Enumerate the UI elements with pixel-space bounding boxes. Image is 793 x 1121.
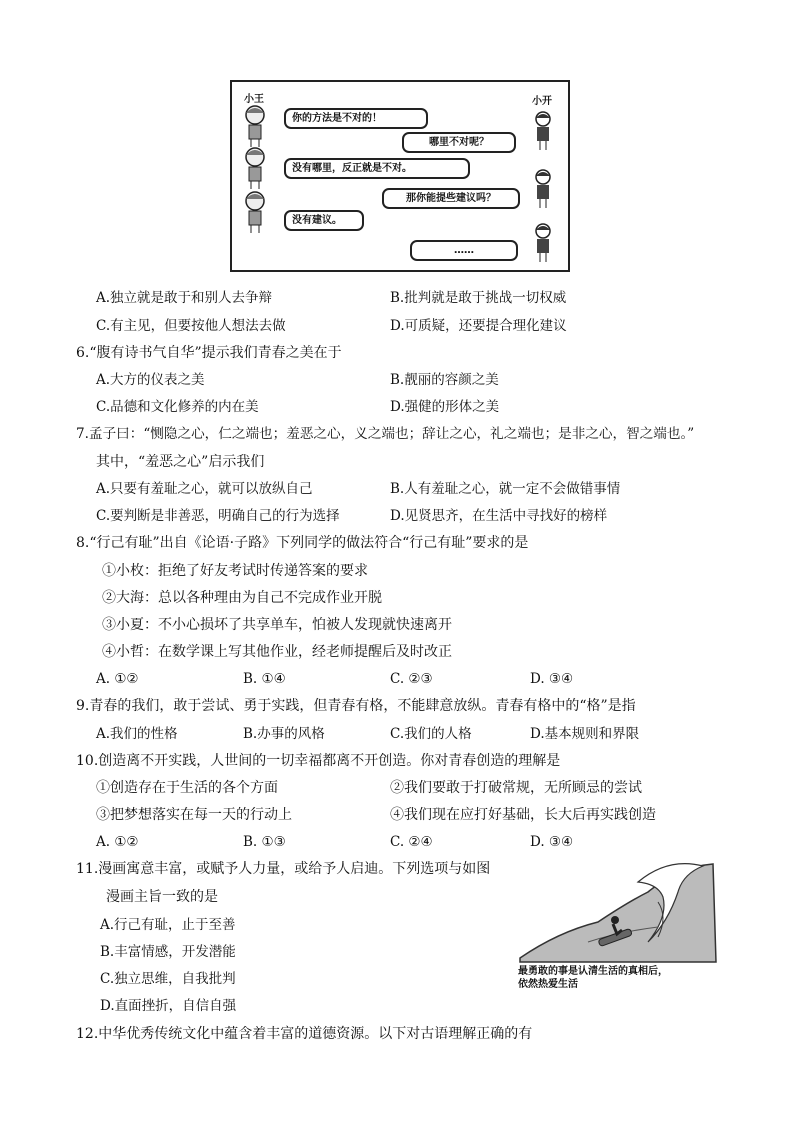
q5-option-c: C.有主见，但要按他人想法去做 xyxy=(96,318,286,334)
q11-option-d: D.直面挫折，自信自强 xyxy=(100,998,237,1014)
q7-option-a: A.只要有羞耻之心，就可以放纵自己 xyxy=(96,481,313,497)
chat-bubble: 哪里不对呢？ xyxy=(402,132,516,153)
q8-item-2: ②大海：总以各种理由为自己不完成作业开脱 xyxy=(102,590,382,606)
q8-option-b: B. ①④ xyxy=(243,671,286,687)
q8-item-4: ④小哲：在数学课上写其他作业，经老师提醒后及时改正 xyxy=(102,644,452,660)
q10-option-b: B. ①③ xyxy=(243,834,286,850)
xiaowang-avatar xyxy=(242,146,268,190)
q8-option-c: C. ②③ xyxy=(390,671,433,687)
q6-option-a: A.大方的仪表之美 xyxy=(96,372,205,388)
q10-item-2: ②我们要敢于打破常规，无所顾忌的尝试 xyxy=(390,780,642,796)
q8-item-1: ①小枚：拒绝了好友考试时传递答案的要求 xyxy=(102,563,368,579)
q5-option-a: A.独立就是敢于和别人去争辩 xyxy=(96,290,273,306)
q10-option-c: C. ②④ xyxy=(390,834,433,850)
q11-option-c: C.独立思维，自我批判 xyxy=(100,971,236,987)
xiaowang-avatar xyxy=(242,190,268,234)
xiaowang-avatar xyxy=(242,104,268,148)
q8-option-a: A. ①② xyxy=(96,671,139,687)
q9-option-b: B.办事的风格 xyxy=(243,726,325,742)
q9-stem: 9.青春的我们，敢于尝试、勇于实践，但青春有格，不能肆意放纵。青春有格中的“格”是指 xyxy=(76,698,636,714)
left-character-name: 小王 xyxy=(244,94,264,105)
q10-item-1: ①创造存在于生活的各个方面 xyxy=(96,780,278,796)
q8-stem: 8.“行己有耻”出自《论语·子路》下列同学的做法符合“行己有耻”要求的是 xyxy=(76,535,529,551)
q6-option-c: C.品德和文化修养的内在美 xyxy=(96,399,259,415)
q10-item-3: ③把梦想落实在每一天的行动上 xyxy=(96,807,292,823)
q6-stem: 6.“腹有诗书气自华”提示我们青春之美在于 xyxy=(76,345,342,361)
chat-bubble: 没有建议。 xyxy=(284,210,364,231)
chat-comic-figure xyxy=(230,80,570,272)
xiaokai-avatar xyxy=(532,110,554,154)
q7-stem: 7.孟子曰：“恻隐之心，仁之端也；羞恶之心，义之端也；辞让之心，礼之端也；是非之心，智之端也。” xyxy=(76,426,695,442)
q8-option-d: D. ③④ xyxy=(530,671,574,687)
q11-option-a: A.行己有耻，止于至善 xyxy=(100,917,236,933)
chat-bubble: …… xyxy=(410,240,518,261)
chat-bubble: 你的方法是不对的！ xyxy=(284,108,428,129)
q11-stem-continued: 漫画主旨一致的是 xyxy=(106,889,218,905)
q10-option-a: A. ①② xyxy=(96,834,139,850)
q10-option-d: D. ③④ xyxy=(530,834,574,850)
cartoon-caption-line: 依然热爱生活 xyxy=(518,979,578,990)
q6-option-d: D.强健的形体之美 xyxy=(390,399,500,415)
q9-option-a: A.我们的性格 xyxy=(96,726,178,742)
surfing-wave-cartoon xyxy=(518,862,718,996)
q9-option-d: D.基本规则和界限 xyxy=(530,726,640,742)
q11-stem: 11.漫画寓意丰富，或赋予人力量，或给予人启迪。下列选项与如图 xyxy=(76,861,491,877)
q7-option-d: D.见贤思齐，在生活中寻找好的榜样 xyxy=(390,508,608,524)
q12-stem: 12.中华优秀传统文化中蕴含着丰富的道德资源。以下对古语理解正确的有 xyxy=(76,1026,533,1042)
q6-option-b: B.靓丽的容颜之美 xyxy=(390,372,499,388)
wave-illustration xyxy=(518,862,718,966)
q11-option-b: B.丰富情感，开发潜能 xyxy=(100,944,236,960)
cartoon-caption xyxy=(518,965,668,991)
right-character-name: 小开 xyxy=(532,96,552,107)
chat-bubble: 没有哪里，反正就是不对。 xyxy=(284,158,470,179)
cartoon-caption-line: 最勇敢的事是认清生活的真相后， xyxy=(518,966,668,977)
q7-option-b: B.人有羞耻之心，就一定不会做错事情 xyxy=(390,481,621,497)
q7-stem-continued: 其中，“羞恶之心”启示我们 xyxy=(96,454,265,470)
xiaokai-avatar xyxy=(532,222,554,266)
xiaokai-avatar xyxy=(532,168,554,212)
q5-option-d: D.可质疑，还要提合理化建议 xyxy=(390,318,567,334)
q10-stem: 10.创造离不开实践，人世间的一切幸福都离不开创造。你对青春创造的理解是 xyxy=(76,753,561,769)
chat-bubble: 那你能提些建议吗？ xyxy=(382,188,520,209)
q8-item-3: ③小夏：不小心损坏了共享单车，怕被人发现就快速离开 xyxy=(102,617,452,633)
q9-option-c: C.我们的人格 xyxy=(390,726,472,742)
q7-option-c: C.要判断是非善恶，明确自己的行为选择 xyxy=(96,508,340,524)
q10-item-4: ④我们现在应打好基础，长大后再实践创造 xyxy=(390,807,656,823)
q5-option-b: B.批判就是敢于挑战一切权威 xyxy=(390,290,567,306)
